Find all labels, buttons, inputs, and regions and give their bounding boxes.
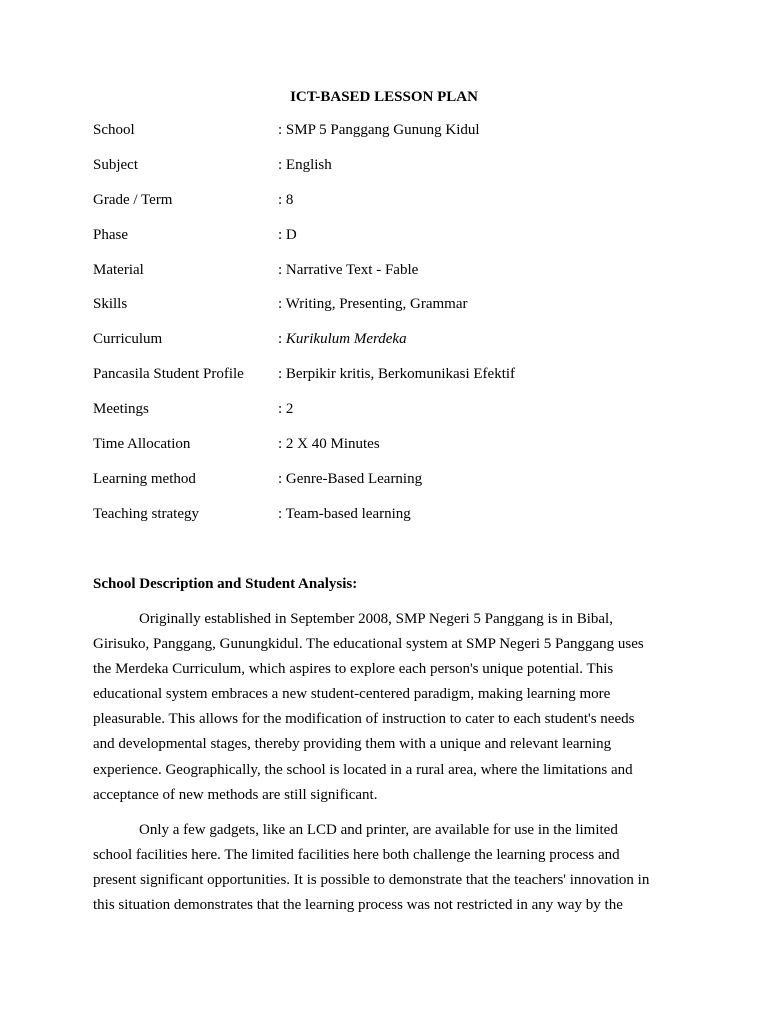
info-row-student-profile (93, 364, 693, 399)
info-value: : Team-based learning (278, 505, 411, 522)
info-label: Pancasila Student Profile (93, 366, 244, 383)
info-row-meetings (93, 399, 693, 434)
info-value-prefix: : (278, 331, 286, 348)
paragraph-line: Girisuko, Panggang, Gunungkidul. The educational system at SMP Negeri 5 Panggang uses (93, 636, 644, 653)
info-label: Curriculum (93, 331, 163, 348)
info-label: Subject (93, 156, 138, 173)
lesson-info-table (93, 120, 693, 539)
info-label: Material (93, 261, 144, 278)
info-row-grade-term (93, 190, 693, 225)
info-value: : SMP 5 Panggang Gunung Kidul (278, 122, 480, 138)
section-heading: School Description and Student Analysis: (93, 576, 358, 592)
info-label: Meetings (93, 401, 149, 418)
paragraph-line: Only a few gadgets, like an LCD and printer, are available for use in the limited (139, 822, 618, 838)
school-description-paragraph (93, 607, 673, 808)
info-value: : Berpikir kritis, Berkomunikasi Efektif (278, 366, 516, 383)
paragraph-line: present significant opportunities. It is possible to demonstrate that the teachers' innovation in (93, 872, 650, 889)
info-row-curriculum (93, 329, 693, 364)
paragraph-line: experience. Geographically, the school is located in a rural area, where the limitations and (93, 761, 633, 778)
info-value (278, 329, 407, 349)
paragraph-line: school facilities here. The limited facilities here both challenge the learning process and (93, 847, 620, 864)
paragraph-line: this situation demonstrates that the learning process was not restricted in any way by the (93, 897, 623, 914)
info-value: : English (278, 156, 332, 173)
info-label: Skills (93, 296, 128, 313)
paragraph-line: and developmental stages, thereby providing them with a unique and relevant learning (93, 736, 612, 753)
info-value: : Genre-Based Learning (278, 470, 423, 487)
info-row-learning-method (93, 469, 693, 504)
info-row-phase (93, 225, 693, 260)
paragraph-line: Originally established in September 2008, SMP Negeri 5 Panggang is in Bibal, (139, 611, 613, 627)
curriculum-name: Kurikulum Merdeka (285, 331, 407, 348)
info-value: : 2 (278, 401, 294, 418)
info-label: Learning method (93, 470, 196, 487)
info-value: : D (278, 226, 297, 243)
info-value: : Narrative Text - Fable (278, 261, 419, 278)
document-title: ICT-BASED LESSON PLAN (290, 89, 478, 105)
info-label: Phase (93, 226, 128, 243)
info-row-material (93, 260, 693, 295)
info-label: Teaching strategy (93, 505, 199, 522)
info-row-subject (93, 155, 693, 190)
info-row-skills (93, 294, 693, 329)
info-row-school (93, 120, 693, 155)
info-value: : 2 X 40 Minutes (278, 436, 380, 453)
info-row-teaching-strategy (93, 504, 693, 539)
info-value: : 8 (278, 191, 294, 208)
paragraph-line: acceptance of new methods are still significant. (93, 786, 378, 803)
info-label: Grade / Term (93, 191, 173, 208)
facilities-paragraph (93, 818, 673, 918)
paragraph-line: pleasurable. This allows for the modification of instruction to cater to each student's needs (93, 711, 635, 728)
info-row-time-allocation (93, 434, 693, 469)
info-label: School (93, 122, 135, 138)
paragraph-line: the Merdeka Curriculum, which aspires to explore each person's unique potential. This (93, 661, 614, 678)
info-label: Time Allocation (93, 436, 191, 453)
paragraph-line: educational system embraces a new student-centered paradigm, making learning more (93, 686, 611, 703)
info-value: : Writing, Presenting, Grammar (278, 296, 468, 313)
